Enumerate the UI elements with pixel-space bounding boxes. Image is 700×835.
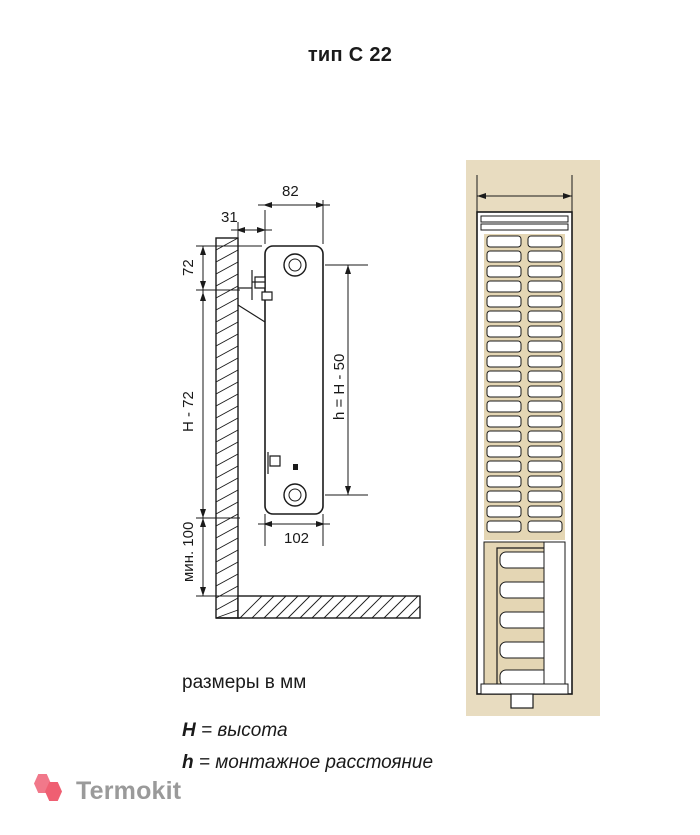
dimension-31 — [221, 209, 272, 240]
label-min-100: мин. 100 — [180, 521, 197, 582]
legend-h-small-definition: = монтажное расстояние — [193, 752, 434, 773]
legend-h-definition: = высота — [195, 720, 288, 741]
wall — [216, 238, 238, 618]
dimension-102-side — [258, 514, 330, 547]
label-h-equals: h = H - 50 — [331, 353, 348, 420]
legend-h-small-symbol: h — [182, 752, 194, 773]
label-72: 72 — [180, 259, 197, 276]
label-31: 31 — [221, 209, 238, 226]
side-view — [180, 183, 420, 618]
dimension-82 — [258, 183, 330, 244]
brand-name: Termokit — [76, 776, 182, 805]
legend-units: размеры в мм — [182, 672, 307, 693]
convector-fins — [484, 234, 565, 540]
label-102-side: 102 — [284, 530, 310, 547]
dimension-h-equals — [325, 265, 368, 495]
legend-h-height — [182, 720, 288, 742]
radiator-side-profile — [265, 246, 323, 514]
label-82: 82 — [282, 183, 299, 200]
legend-h-symbol: H — [182, 720, 196, 741]
page-title: тип C 22 — [307, 44, 393, 66]
brand-footer — [34, 766, 334, 816]
hexagon-logo-icon — [34, 774, 64, 808]
label-h-minus-72: H - 72 — [180, 391, 197, 432]
front-section-view — [466, 160, 600, 716]
cutaway-section — [484, 542, 565, 690]
floor — [216, 596, 420, 618]
